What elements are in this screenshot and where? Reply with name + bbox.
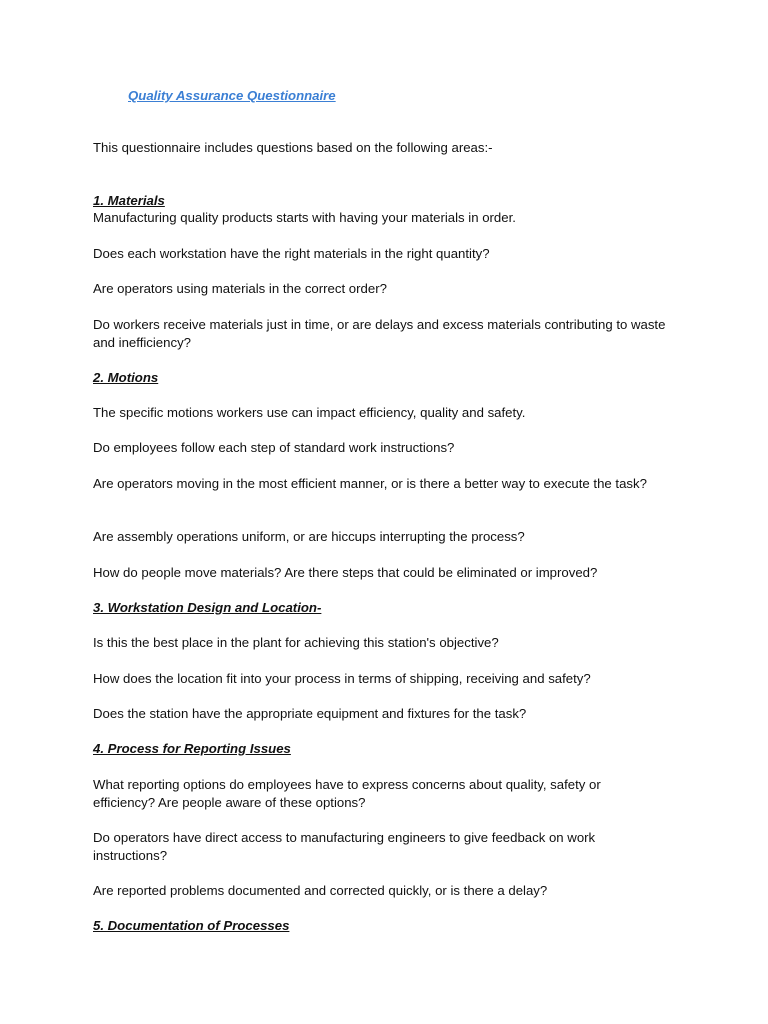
question: Do operators have direct access to manufacturing engineers to give feedback on work instructions?	[93, 830, 596, 863]
section-heading-reporting: 4. Process for Reporting Issues	[93, 741, 291, 756]
section-heading-motions: 2. Motions	[93, 370, 159, 385]
question: Are assembly operations uniform, or are hiccups interrupting the process?	[93, 529, 525, 544]
section-heading-materials: 1. Materials	[93, 193, 165, 208]
question: Do employees follow each step of standard work instructions?	[93, 440, 455, 455]
section-heading-workstation: 3. Workstation Design and Location-	[93, 600, 322, 615]
paragraph: The specific motions workers use can impact efficiency, quality and safety.	[93, 405, 526, 420]
section-heading-documentation: 5. Documentation of Processes	[93, 918, 290, 933]
question: Does each workstation have the right materials in the right quantity?	[93, 246, 490, 261]
question: How does the location fit into your process in terms of shipping, receiving and safety?	[93, 671, 591, 686]
question: Are operators using materials in the correct order?	[93, 281, 387, 296]
intro-paragraph: This questionnaire includes questions based on the following areas:-	[93, 140, 493, 155]
question: How do people move materials? Are there steps that could be eliminated or improved?	[93, 565, 598, 580]
question: Are operators moving in the most efficient manner, or is there a better way to execute the task?	[93, 476, 647, 491]
paragraph: Manufacturing quality products starts with having your materials in order.	[93, 210, 516, 225]
question: Is this the best place in the plant for achieving this station's objective?	[93, 635, 499, 650]
document-title[interactable]: Quality Assurance Questionnaire	[128, 88, 336, 103]
question: Does the station have the appropriate equipment and fixtures for the task?	[93, 706, 527, 721]
question: Are reported problems documented and corrected quickly, or is there a delay?	[93, 883, 548, 898]
question: What reporting options do employees have to express concerns about quality, safety or efficiency? Are people aware of these options?	[93, 777, 601, 810]
question: Do workers receive materials just in time, or are delays and excess materials contributing to waste and inefficiency?	[93, 317, 666, 350]
